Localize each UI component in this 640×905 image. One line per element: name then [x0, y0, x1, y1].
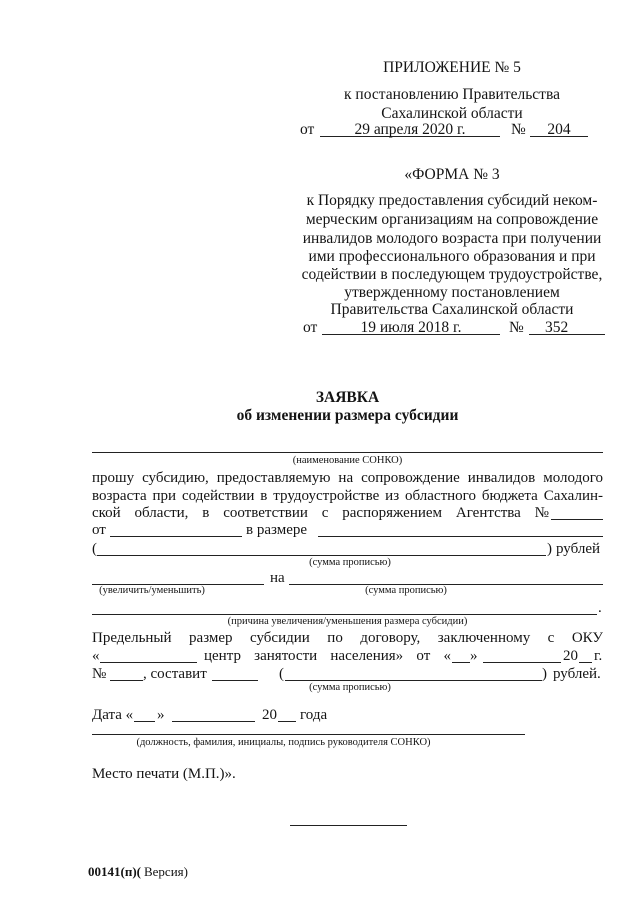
change-direction-field: [92, 569, 264, 585]
form-reference-line: инвалидов молодого возраста при получении: [302, 230, 602, 247]
form-reference-line: Правительства Сахалинской области: [330, 301, 574, 318]
contract-month-field: [483, 647, 561, 663]
date-year-prefix: 20: [262, 707, 277, 723]
amount-label: в размере: [246, 522, 308, 538]
signature-caption: (должность, фамилия, инициалы, подпись руководителя СОНКО): [136, 737, 431, 748]
reason-caption: (причина увеличения/уменьшения размера субсидии): [227, 616, 468, 627]
contract-year-suffix: г.: [594, 648, 603, 664]
order-number-field: [551, 504, 603, 520]
decree-number-label: №: [511, 121, 526, 138]
employment-center-text: центр занятости населения» от «: [204, 648, 451, 664]
change-amount-field: [289, 569, 603, 585]
form-date-label: от: [303, 319, 318, 336]
change-direction-caption: (увеличить/уменьшить): [99, 585, 205, 596]
request-line: возраста при содействии в трудоустройстве из областного бюджета Сахалин-: [92, 488, 603, 504]
signature-line: [92, 734, 525, 735]
date-label: Дата «: [92, 707, 134, 723]
document-version: Версия): [143, 864, 188, 879]
limit-words-paren-open: (: [279, 666, 284, 682]
amount-words-field: [97, 540, 546, 556]
decree-line: Сахалинской области: [381, 105, 523, 122]
contract-year-field: [579, 647, 592, 663]
appendix-heading: ПРИЛОЖЕНИЕ № 5: [383, 59, 521, 76]
decree-date-field: 29 апреля 2020 г.: [320, 121, 500, 137]
contract-quote-open: «: [92, 648, 100, 664]
form-reference-line: к Порядку предоставления субсидий неком-: [306, 192, 598, 209]
document-footer: [88, 864, 188, 880]
order-date-label: от: [92, 522, 106, 538]
request-line: прошу субсидию, предоставляемую на сопровождение инвалидов молодого: [92, 470, 603, 486]
amount-words-paren-open: (: [92, 541, 97, 557]
limit-words-caption: (сумма прописью): [309, 682, 391, 693]
form-number-label: №: [509, 319, 524, 336]
document-code: 00141(п)(: [88, 864, 141, 879]
form-reference-line: ими профессионального образования и при: [308, 248, 596, 265]
contract-number-field: [110, 665, 143, 681]
form-number-field: 352: [529, 319, 605, 335]
form-reference-line: утвержденному постановлением: [344, 284, 560, 301]
limit-words-paren-close: ): [542, 666, 547, 682]
request-line: ской области, в соответствии с распоряжением Агентства №: [92, 505, 549, 521]
date-day-field: [134, 706, 155, 722]
contract-quote-close: »: [470, 648, 478, 664]
contract-year-prefix: 20: [563, 648, 578, 664]
form-number-heading: «ФОРМА № 3: [404, 166, 500, 183]
change-amount-caption: (сумма прописью): [365, 585, 447, 596]
limit-amount-label: , составит: [143, 666, 207, 682]
date-year-word: года: [300, 707, 328, 723]
date-quote-close: »: [157, 707, 165, 723]
decree-number-field: 204: [530, 121, 588, 137]
document-title: ЗАЯВКА: [315, 389, 380, 406]
limit-words-field: [285, 665, 542, 681]
amount-field: [318, 521, 603, 537]
contract-number-label: №: [92, 666, 107, 682]
form-date-field: 19 июля 2018 г.: [322, 319, 500, 335]
separator-line: [290, 825, 407, 826]
amount-words-paren-close: ): [547, 541, 552, 557]
reason-field: [92, 599, 597, 615]
amount-words-caption: (сумма прописью): [309, 557, 391, 568]
reason-period: .: [598, 600, 602, 616]
limit-currency: рублей.: [553, 666, 601, 682]
seal-place: Место печати (М.П.)».: [92, 766, 236, 782]
order-date-field: [110, 521, 242, 537]
amount-currency: рублей: [556, 541, 601, 557]
document-subtitle: об изменении размера субсидии: [236, 407, 459, 424]
form-reference-line: содействии в последующем трудоустройстве,: [301, 266, 603, 283]
date-month-field: [172, 706, 255, 722]
decree-date-label: от: [300, 121, 315, 138]
form-reference-line: мерческим организациям на сопровождение: [305, 211, 599, 228]
decree-line: к постановлению Правительства: [344, 86, 560, 103]
organization-name-caption: (наименование СОНКО): [292, 455, 403, 466]
limit-amount-field: [212, 665, 258, 681]
limit-line: Предельный размер субсидии по договору, заключенному с ОКУ: [92, 630, 603, 646]
organization-name-line: [92, 452, 603, 453]
contract-center-name-field: [100, 647, 197, 663]
contract-day-field: [452, 647, 470, 663]
change-to-label: на: [270, 570, 285, 586]
date-year-field: [278, 706, 296, 722]
